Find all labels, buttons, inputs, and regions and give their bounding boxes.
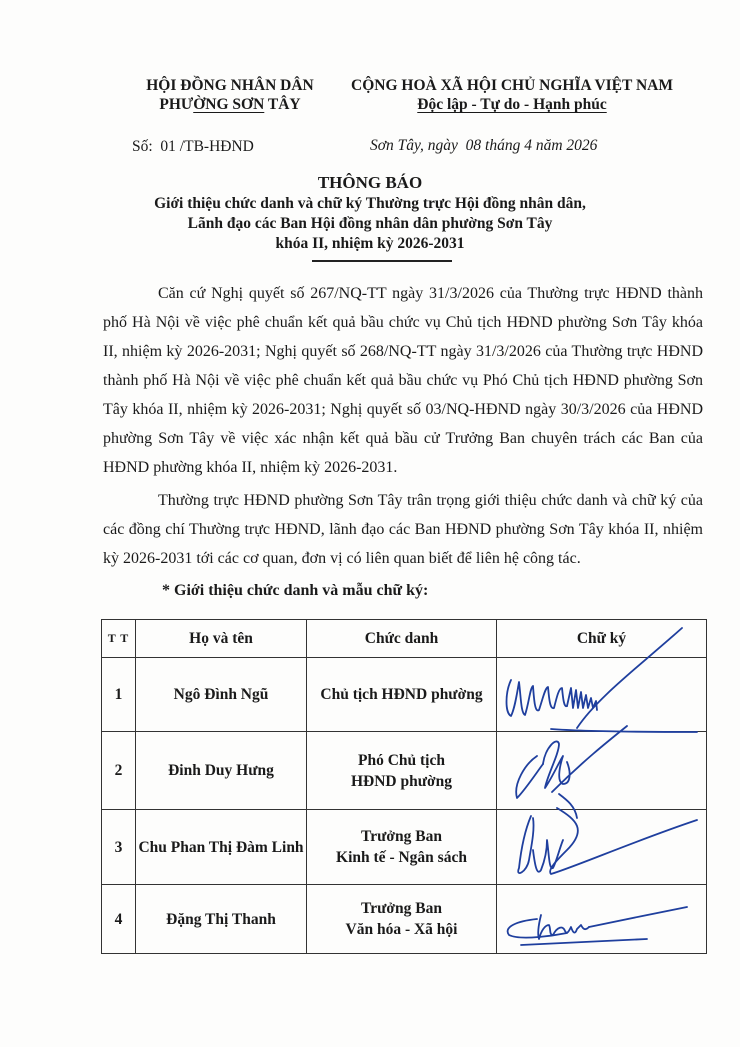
row-index: 3 xyxy=(102,810,136,885)
column-header-index: T T xyxy=(102,620,136,658)
column-header-position: Chức danh xyxy=(307,620,497,658)
row-index: 2 xyxy=(102,732,136,810)
subject-line-3: khóa II, nhiệm kỳ 2026-2031 xyxy=(275,235,465,252)
nation-name: CỘNG HOÀ XÃ HỘI CHỦ NGHĨA VIỆT NAM xyxy=(351,77,673,94)
column-header-name: Họ và tên xyxy=(136,620,307,658)
introduction-paragraph: Thường trực HĐND phường Sơn Tây trân trọng giới thiệu chức danh và chữ ký của các đồng chí Thường trực HĐND, lãnh đạo các Ban HĐND phường Sơn Tây khóa II, nhiệm kỳ 2026-2031 tới các cơ quan, đơn vị có liên quan biết để liên hệ công tác. xyxy=(103,492,703,567)
place-and-date: Sơn Tây, ngày 08 tháng 4 năm 2026 xyxy=(370,137,598,154)
row-index: 1 xyxy=(102,658,136,732)
subject-line-1: Giới thiệu chức danh và chữ ký Thường trực Hội đồng nhân dân, xyxy=(154,195,586,212)
person-name: Đinh Duy Hưng xyxy=(136,732,307,810)
table-header-row xyxy=(102,620,707,658)
table-row xyxy=(102,658,707,732)
table-row xyxy=(102,732,707,810)
signature-icon xyxy=(497,810,706,885)
signature-table xyxy=(101,619,707,954)
authority-name-line2: PHƯỜNG SƠN TÂY xyxy=(159,96,301,113)
legal-basis-paragraph: Căn cứ Nghị quyết số 267/NQ-TT ngày 31/3/2026 của Thường trực HĐND thành phố Hà Nội về việc phê chuẩn kết quả bầu chức vụ Chủ tịch HĐND phường Sơn Tây khóa II, nhiệm kỳ 2026-2031; Nghị quyết số 268/NQ-TT ngày 31/3/2026 của Thường trực HĐND thành phố Hà Nội về việc phê chuẩn kết quả bầu chức vụ Phó Chủ tịch HĐND phường Sơn Tây khóa II, nhiệm kỳ 2026-2031; Nghị quyết số 03/NQ-HĐND ngày 30/3/2026 của HĐND phường Sơn Tây về việc xác nhận kết quả bầu cử Trưởng Ban chuyên trách các Ban của HĐND phường khóa II, nhiệm kỳ 2026-2031. xyxy=(103,285,703,476)
document-title-block xyxy=(130,172,610,254)
national-heading xyxy=(322,76,702,114)
signature-section-label: * Giới thiệu chức danh và mẫu chữ ký: xyxy=(162,582,429,599)
person-position: Phó Chủ tịch HĐND phường xyxy=(307,732,497,810)
signature-icon xyxy=(497,885,706,954)
issuing-authority xyxy=(110,76,350,114)
authority-name-line1: HỘI ĐỒNG NHÂN DÂN xyxy=(146,77,314,94)
row-index: 4 xyxy=(102,885,136,954)
table-row xyxy=(102,885,707,954)
signature-cell xyxy=(497,810,707,885)
document-type: THÔNG BÁO xyxy=(317,173,423,192)
signature-cell xyxy=(497,885,707,954)
person-position: Trưởng Ban Kinh tế - Ngân sách xyxy=(307,810,497,885)
table-row xyxy=(102,810,707,885)
person-name: Đặng Thị Thanh xyxy=(136,885,307,954)
national-motto: Độc lập - Tự do - Hạnh phúc xyxy=(417,96,607,113)
person-name: Ngô Đình Ngũ xyxy=(136,658,307,732)
signature-cell xyxy=(497,732,707,810)
person-position: Trưởng Ban Văn hóa - Xã hội xyxy=(307,885,497,954)
subject-line-2: Lãnh đạo các Ban Hội đồng nhân dân phường Sơn Tây xyxy=(187,215,553,232)
signature-icon xyxy=(497,658,706,732)
title-divider xyxy=(312,260,452,262)
document-number: Số: 01 /TB-HĐND xyxy=(132,138,254,155)
column-header-signature: Chữ ký xyxy=(497,620,707,658)
signature-icon xyxy=(497,732,706,810)
signature-cell xyxy=(497,658,707,732)
person-position: Chủ tịch HĐND phường xyxy=(307,658,497,732)
person-name: Chu Phan Thị Đàm Linh xyxy=(136,810,307,885)
